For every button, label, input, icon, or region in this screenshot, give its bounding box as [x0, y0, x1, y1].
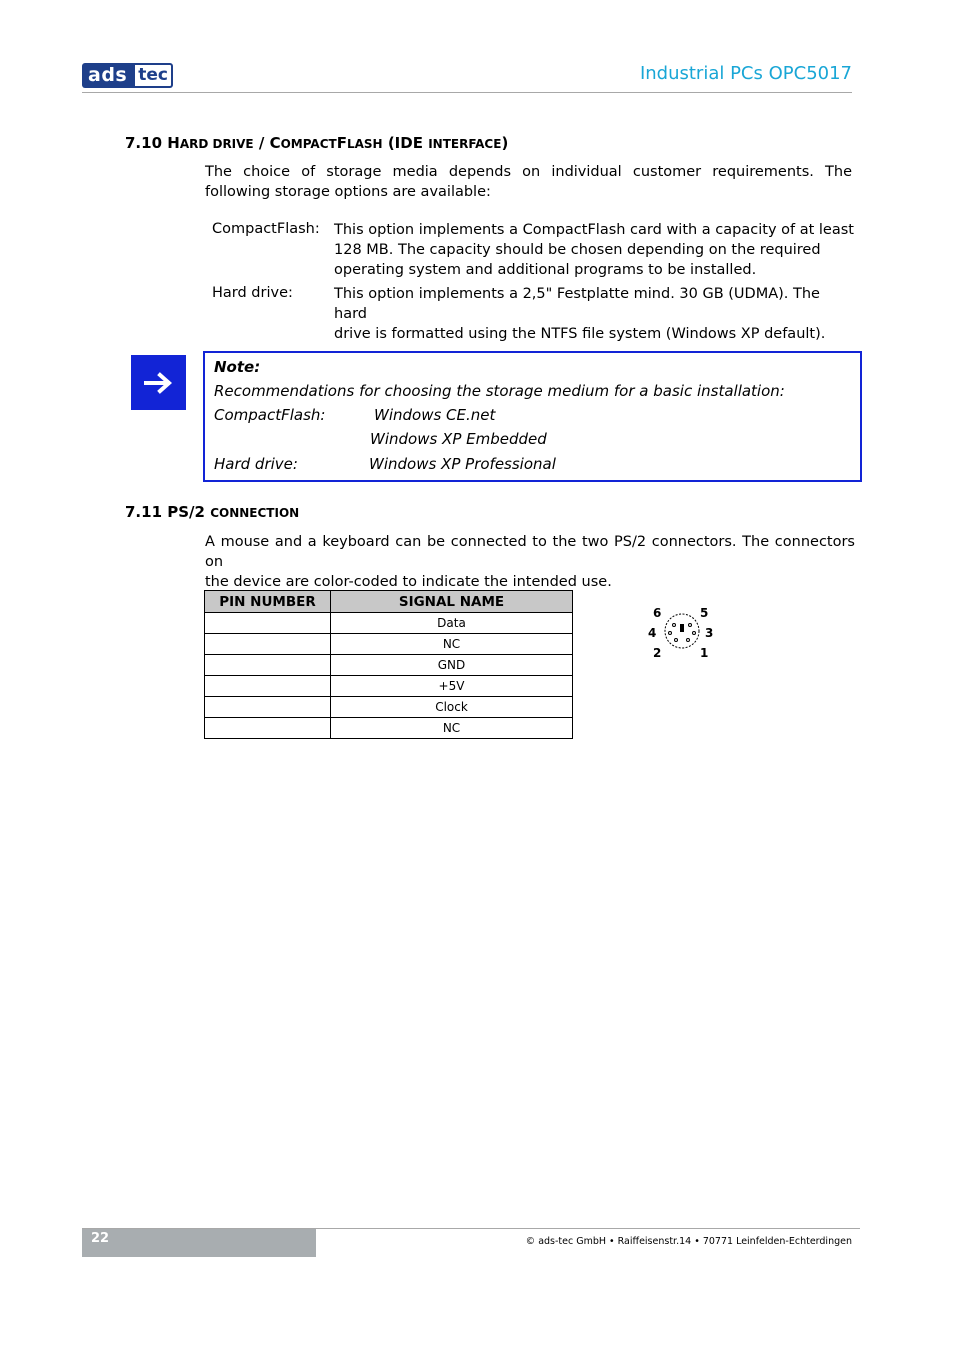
heading-part: LASH: [346, 137, 383, 151]
note-hd-label: Hard drive:: [214, 455, 298, 473]
desc-line: This option implements a CompactFlash card with a capacity of at least: [334, 222, 854, 238]
desc-line: This option implements a 2,5" Festplatte mind. 30 GB (UDMA). The hard: [334, 286, 820, 322]
table-cell: GND: [331, 655, 573, 676]
connector-pin: [669, 632, 672, 635]
ps2-pin-table: [204, 590, 573, 739]
connector-pin: [693, 632, 696, 635]
storage-intro-paragraph: The choice of storage media depends on individual customer requirements. The following storage options are available:: [205, 164, 852, 200]
heading-part: OMPACT: [280, 137, 337, 151]
desc-line: operating system and additional programs to be installed.: [334, 262, 757, 278]
connector-pin: [675, 639, 678, 642]
connector-pin: [689, 624, 692, 627]
footer-copyright: © ads-tec GmbH • Raiffeisenstr.14 • 70771 Leinfelden-Echterdingen: [525, 1236, 852, 1247]
table-cell: NC: [331, 718, 573, 739]
table-cell: Clock: [331, 697, 573, 718]
table-row: [205, 613, 573, 634]
note-box: [203, 351, 862, 482]
pin-label: 6: [653, 606, 662, 620]
note-cf-label: CompactFlash:: [214, 406, 326, 424]
heading-part: C: [269, 134, 281, 152]
table-row: [205, 655, 573, 676]
pin-label: 5: [700, 606, 709, 620]
heading-part: /: [253, 134, 270, 152]
pin-label: 3: [705, 626, 714, 640]
pin-label: 4: [648, 626, 657, 640]
table-cell: Data: [331, 613, 573, 634]
section-number: 7.10: [125, 134, 163, 152]
heading-part: INTERFACE: [428, 137, 502, 151]
table-row: [205, 634, 573, 655]
table-cell: +5V: [331, 676, 573, 697]
header-rule: [82, 92, 852, 93]
logo-tec-text: tec: [133, 63, 173, 88]
table-header-cell: SIGNAL NAME: [331, 591, 573, 613]
connector-pin: [673, 624, 676, 627]
section-heading-7-10: [125, 134, 508, 152]
pin-label: 2: [653, 646, 662, 660]
heading-part: PS/2: [167, 503, 205, 521]
company-logo: [82, 63, 173, 88]
note-cf-os1: Windows CE.net: [374, 406, 496, 424]
heading-part: ARD DRIVE: [179, 137, 254, 151]
heading-part: ): [501, 134, 509, 152]
logo-ads-text: ads: [82, 63, 133, 88]
connector-pin: [687, 639, 690, 642]
table-header-cell: PIN NUMBER: [205, 591, 331, 613]
option-label-hard-drive: Hard drive:: [212, 285, 293, 301]
ps2-connector-diagram: [645, 604, 720, 660]
ps2-intro-paragraph: [205, 532, 855, 592]
document-title: Industrial PCs OPC5017: [639, 63, 852, 84]
note-line: Recommendations for choosing the storage medium for a basic installation:: [214, 382, 785, 400]
note-heading: Note:: [214, 358, 261, 376]
page-number: 22: [91, 1231, 110, 1246]
para-line: A mouse and a keyboard can be connected to the two PS/2 connectors. The connectors on: [205, 534, 855, 570]
table-row: [205, 697, 573, 718]
para-line: the device are color-coded to indicate the intended use.: [205, 574, 612, 590]
table-cell: NC: [331, 634, 573, 655]
desc-line: 128 MB. The capacity should be chosen depending on the required: [334, 242, 821, 258]
table-cell: [205, 655, 331, 676]
arrow-right-icon-svg: [144, 371, 174, 395]
table-cell: [205, 634, 331, 655]
table-cell: [205, 718, 331, 739]
option-desc-hard-drive: [334, 284, 854, 344]
heading-part: H: [167, 134, 180, 152]
heading-part: F: [336, 134, 347, 152]
table-header-row: [205, 591, 573, 613]
note-cf-os2: Windows XP Embedded: [370, 430, 547, 448]
arrow-right-icon: [131, 355, 186, 410]
heading-part: CONNECTION: [210, 506, 300, 520]
section-number: 7.11: [125, 503, 163, 521]
note-hd-os: Windows XP Professional: [369, 455, 556, 473]
table-row: [205, 718, 573, 739]
heading-part: (IDE: [382, 134, 429, 152]
connector-key: [680, 624, 684, 632]
section-heading-7-11: [125, 503, 299, 521]
footer-bar: [82, 1229, 316, 1257]
option-label-compactflash: CompactFlash:: [212, 221, 320, 237]
option-desc-compactflash: [334, 220, 854, 280]
desc-line: drive is formatted using the NTFS file system (Windows XP default).: [334, 326, 826, 342]
table-cell: [205, 697, 331, 718]
table-cell: [205, 676, 331, 697]
table-row: [205, 676, 573, 697]
table-cell: [205, 613, 331, 634]
pin-label: 1: [700, 646, 709, 660]
